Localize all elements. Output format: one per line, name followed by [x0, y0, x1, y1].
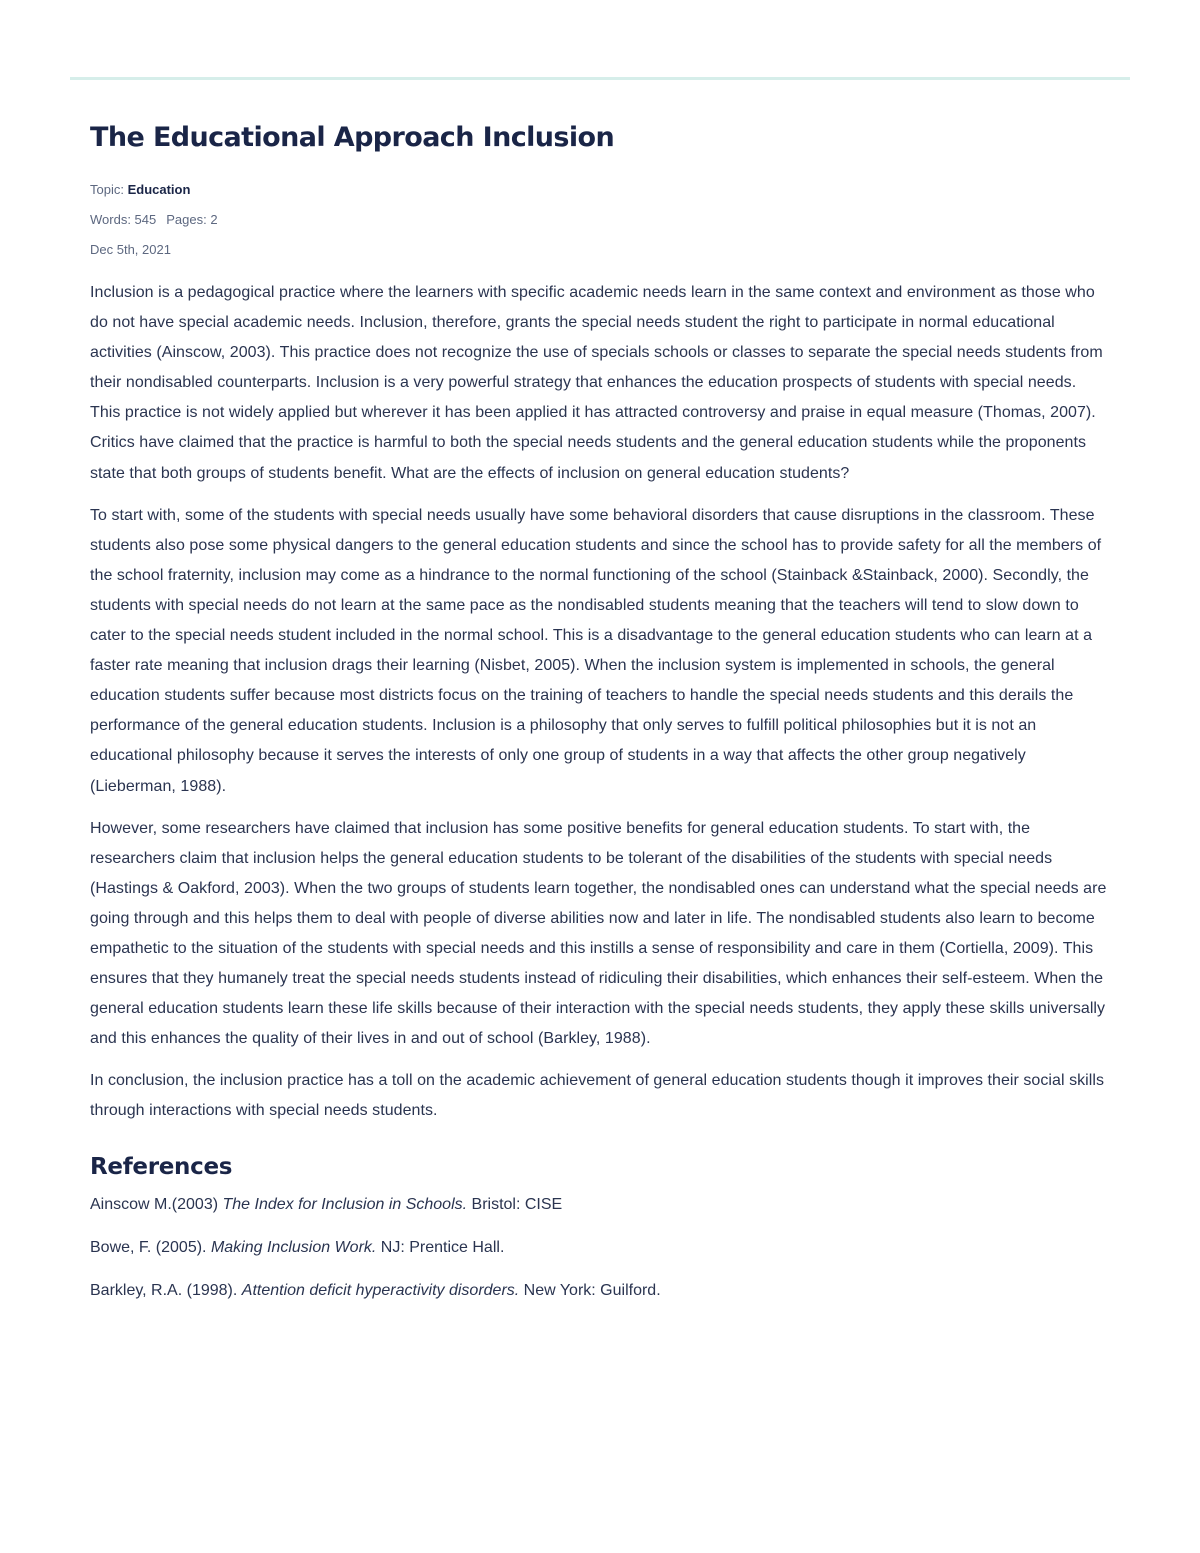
reference-author: Ainscow M.(2003): [90, 1195, 223, 1213]
reference-title: The Index for Inclusion in Schools.: [222, 1195, 468, 1213]
topic-value: Education: [127, 182, 191, 197]
paragraph-2: To start with, some of the students with special needs usually have some behavioral disorders that cause disruptions in the classroom. These students also pose some physical dangers to the general education students and since the school has to provide safety for all the members of the school fraternity, inclusion may come as a hindrance to the normal functioning of the school (Stainback &Stainback, 2000). Secondly, the students with special needs do not learn at the same pace as the nondisabled students meaning that the teachers will tend to slow down to cater to the special needs student included in the normal school. This is a disadvantage to the general education students who can learn at a faster rate meaning that inclusion drags their learning (Nisbet, 2005). When the inclusion system is implemented in schools, the general education students suffer because most districts focus on the training of teachers to handle the special needs students and this derails the performance of the general education students. Inclusion is a philosophy that only serves to fulfill political philosophies but it is not an educational philosophy because it serves the interests of only one group of students in a way that affects the other group negatively (Lieberman, 1988).: [90, 506, 1102, 795]
references-heading: References: [90, 1153, 233, 1180]
document-content: [90, 118, 1110, 1324]
paragraph-3: However, some researchers have claimed that inclusion has some positive benefits for general education students. To start with, the researchers claim that inclusion helps the general education students to be tolerant of the disabilities of the students with special needs (Hastings & Oakford, 2003). When the two groups of students learn together, the nondisabled ones can understand what the special needs are going through and this helps them to deal with people of diverse abilities now and later in life. The nondisabled students also learn to become empathetic to the situation of the students with special needs and this instills a sense of responsibility and care in them (Cortiella, 2009). This ensures that they humanely treat the special needs students instead of ridiculing their disabilities, which enhances their self-esteem. When the general education students learn these life skills because of their interaction with the special needs students, they apply these skills universally and this enhances the quality of their lives in and out of school (Barkley, 1988).: [90, 819, 1107, 1048]
publish-date: Dec 5th, 2021: [90, 242, 171, 257]
page-count: Pages: 2: [166, 212, 218, 227]
paragraph-1: Inclusion is a pedagogical practice where the learners with specific academic needs learn in the same context and environment as those who do not have special academic needs. Inclusion, therefore, grants the special needs student the right to participate in normal educational activities (Ainscow, 2003). This practice does not recognize the use of specials schools or classes to separate the special needs students from their nondisabled counterparts. Inclusion is a very powerful strategy that enhances the education prospects of students with special needs. This practice is not widely applied but wherever it has been applied it has attracted controversy and praise in equal measure (Thomas, 2007). Critics have claimed that the practice is harmful to both the special needs students and the general education students while the proponents state that both groups of students benefit. What are the effects of inclusion on general education students?: [90, 284, 1103, 482]
reference-title: Making Inclusion Work.: [210, 1238, 377, 1256]
page-title: The Educational Approach Inclusion: [90, 122, 615, 153]
reference-publisher: New York: Guilford.: [519, 1281, 661, 1299]
reference-item: [90, 1238, 1110, 1258]
reference-author: Barkley, R.A. (1998).: [90, 1281, 242, 1299]
reference-title: Attention deficit hyperactivity disorders.: [241, 1281, 520, 1299]
topic-line: [90, 182, 1110, 198]
top-divider: [70, 77, 1130, 80]
reference-author: Bowe, F. (2005).: [90, 1238, 211, 1256]
references-list: [90, 1195, 1110, 1301]
topic-label: Topic:: [90, 182, 124, 197]
paragraph-4: In conclusion, the inclusion practice has a toll on the academic achievement of general education students though it improves their social skills through interactions with special needs students.: [90, 1072, 1105, 1120]
reference-item: [90, 1195, 1110, 1215]
reference-publisher: NJ: Prentice Hall.: [376, 1238, 505, 1256]
stats-line: [90, 212, 1110, 228]
essay-body: [90, 278, 1110, 1127]
reference-item: [90, 1281, 1110, 1301]
reference-publisher: Bristol: CISE: [467, 1195, 563, 1213]
word-count: Words: 545: [90, 212, 157, 227]
